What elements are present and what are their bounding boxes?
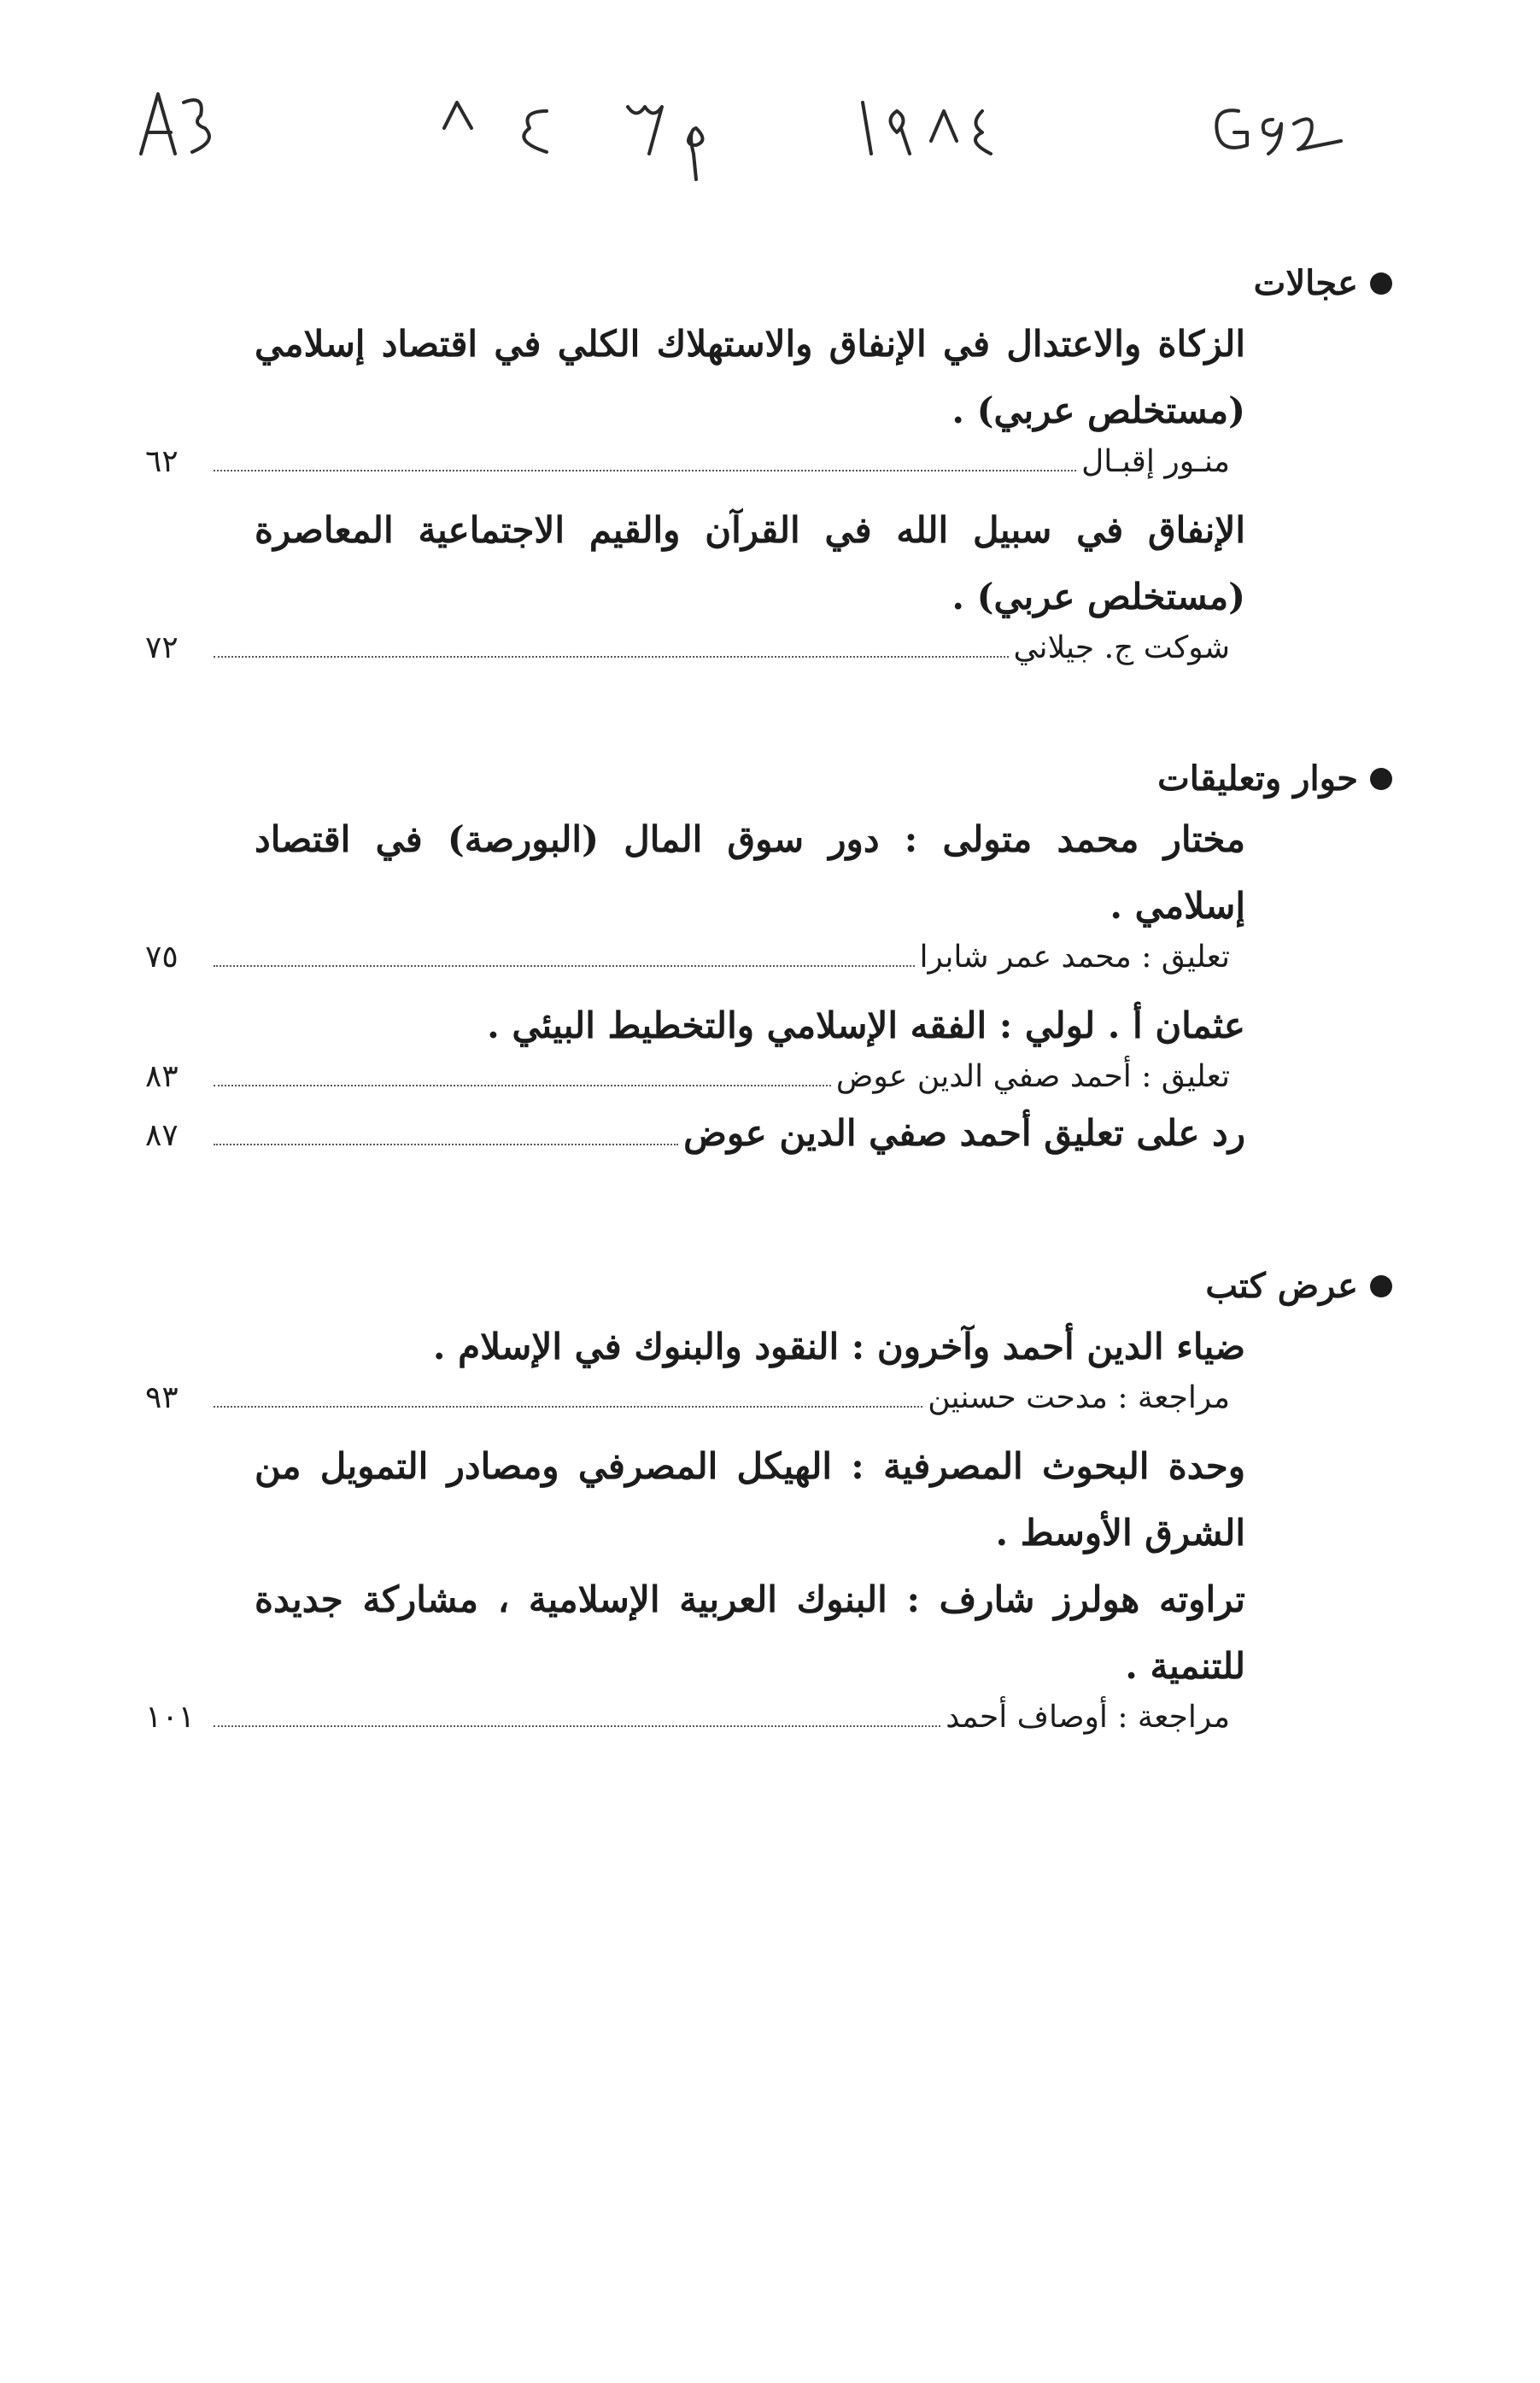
entry-line — [145, 940, 1230, 992]
entry-title: وحدة البحوث المصرفية : الهيكل المصرفي ومصادر التمويل من الشرق الأوسط . — [255, 1445, 1245, 1554]
section-heading — [145, 1259, 1392, 1314]
entry-title: ضياء الدين أحمد وآخرون : النقود والبنوك في الإسلام . — [432, 1326, 1245, 1367]
entry-page-number: ٨٧ — [145, 1118, 179, 1153]
entry-title: الإنفاق في سبيل الله في القرآن والقيم الاجتماعية المعاصرة (مستخلص عربي) . — [255, 509, 1245, 618]
entry-page-number: ٦٢ — [145, 444, 179, 479]
entry-title: عثمان أ . لولي : الفقه الإسلامي والتخطيط البيئي . — [487, 1004, 1245, 1046]
section-heading — [145, 256, 1392, 311]
entry-page-number: ٨٣ — [145, 1059, 179, 1094]
entry-title: الزكاة والاعتدال في الإنفاق والاستهلاك الكلي في اقتصاد إسلامي (مستخلص عربي) . — [255, 323, 1245, 431]
dot-leader — [214, 965, 915, 967]
section-dialogue — [145, 752, 1392, 1165]
section-title: حوار وتعليقات — [1157, 758, 1358, 799]
entry-author: تعليق : أحمد صفي الدين عوض — [835, 1059, 1230, 1094]
section-ajalat — [145, 256, 1392, 683]
bullet-icon — [1370, 768, 1392, 790]
table-of-contents — [145, 256, 1392, 1753]
dot-leader — [214, 1085, 831, 1086]
entry-line — [145, 630, 1230, 683]
dot-leader — [214, 656, 1009, 658]
entry-author: رد على تعليق أحمد صفي الدين عوض — [683, 1112, 1245, 1154]
entry-title: تراوته هولرز شارف : البنوك العربية الإسلامية ، مشاركة جديدة للتنمية . — [255, 1578, 1245, 1687]
entry-author: منـور إقبـال — [1081, 444, 1230, 479]
dot-leader — [214, 1725, 940, 1727]
handwritten-annotation — [0, 60, 1540, 196]
entry-line — [145, 444, 1230, 497]
entry-author: تعليق : محمد عمر شابرا — [919, 940, 1230, 975]
section-title: عجالات — [1253, 263, 1358, 303]
dot-leader — [214, 470, 1076, 471]
entry-page-number: ١٠١ — [145, 1700, 196, 1735]
section-book-reviews — [145, 1259, 1392, 1753]
bullet-icon — [1370, 1275, 1392, 1297]
entry-author: شوكت ج. جيلاني — [1013, 630, 1230, 665]
entry-author: مراجعة : أوصاف أحمد — [946, 1700, 1230, 1735]
section-heading — [145, 752, 1392, 806]
entry-line — [145, 1700, 1230, 1753]
entry-line — [145, 1112, 1245, 1165]
entry-line — [145, 1380, 1230, 1433]
entry-page-number: ٩٣ — [145, 1380, 179, 1415]
entry-page-number: ٧٢ — [145, 630, 179, 665]
entry-title: مختار محمد متولى : دور سوق المال (البورصة) في اقتصاد إسلامي . — [255, 818, 1246, 927]
entry-page-number: ٧٥ — [145, 940, 179, 975]
section-title: عرض كتب — [1205, 1266, 1358, 1306]
dot-leader — [214, 1406, 922, 1408]
entry-author: مراجعة : مدحت حسنين — [928, 1380, 1230, 1415]
bullet-icon — [1370, 272, 1392, 295]
dot-leader — [214, 1144, 678, 1145]
entry-line — [145, 1059, 1230, 1112]
